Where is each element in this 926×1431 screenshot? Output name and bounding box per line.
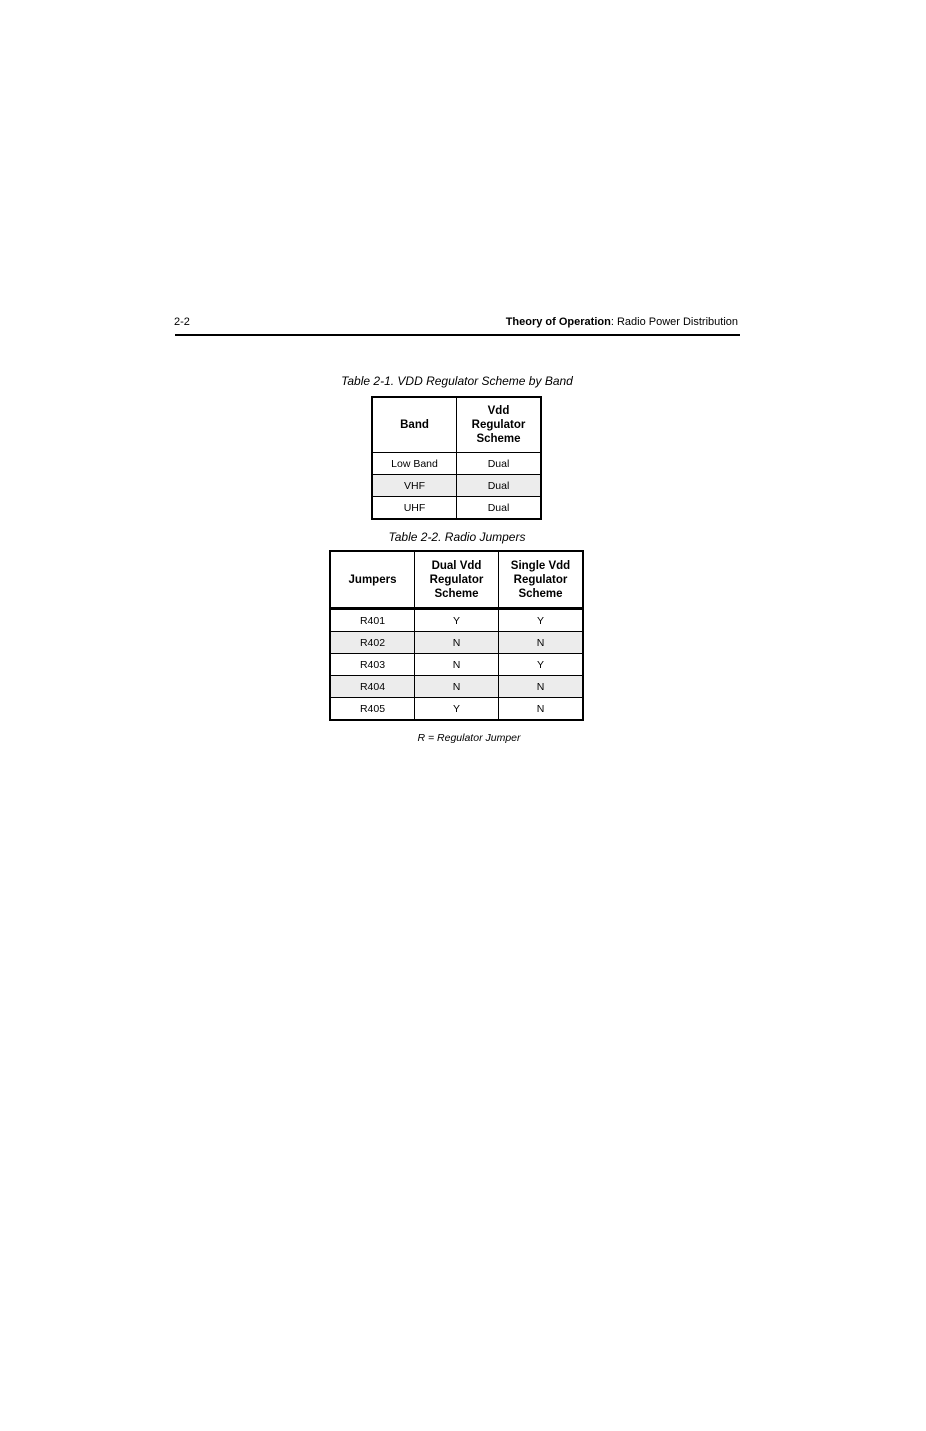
table-cell: Dual xyxy=(457,475,542,497)
table-cell: Dual xyxy=(457,453,542,475)
table-cell: R401 xyxy=(330,609,415,632)
running-header-topic: : Radio Power Distribution xyxy=(610,316,738,328)
table-row xyxy=(330,698,583,721)
table-cell: Y xyxy=(415,698,499,721)
running-header xyxy=(506,316,738,328)
table-cell: R405 xyxy=(330,698,415,721)
table-cell: UHF xyxy=(372,497,457,520)
table-cell: Dual xyxy=(457,497,542,520)
table1-header-scheme: Vdd Regulator Scheme xyxy=(457,397,542,453)
table-row xyxy=(372,475,541,497)
header-rule xyxy=(175,334,740,336)
table-cell: N xyxy=(415,676,499,698)
vdd-regulator-table xyxy=(371,396,542,520)
table2-header-single: Single Vdd Regulator Scheme xyxy=(499,551,584,609)
table-cell: N xyxy=(415,654,499,676)
table-footnote: R = Regulator Jumper xyxy=(417,732,521,744)
table-cell: N xyxy=(415,632,499,654)
table2-caption: Table 2-2. Radio Jumpers xyxy=(388,530,526,544)
table-cell: N xyxy=(499,632,584,654)
table2-header-jumpers: Jumpers xyxy=(330,551,415,609)
table-cell: R402 xyxy=(330,632,415,654)
table-cell: R403 xyxy=(330,654,415,676)
radio-jumpers-table xyxy=(329,550,584,721)
table-cell: VHF xyxy=(372,475,457,497)
table-row xyxy=(372,453,541,475)
table-row xyxy=(330,632,583,654)
table-cell: N xyxy=(499,676,584,698)
running-header-section: Theory of Operation xyxy=(505,316,611,328)
table2-header-dual: Dual Vdd Regulator Scheme xyxy=(415,551,499,609)
table-cell: N xyxy=(499,698,584,721)
table-row xyxy=(330,609,583,632)
page-number: 2-2 xyxy=(174,316,190,328)
table-row xyxy=(330,654,583,676)
table-cell: Y xyxy=(499,654,584,676)
table-cell: R404 xyxy=(330,676,415,698)
table1-caption: Table 2-1. VDD Regulator Scheme by Band xyxy=(341,374,573,388)
table-row xyxy=(372,497,541,520)
table-row xyxy=(330,676,583,698)
table-cell: Low Band xyxy=(372,453,457,475)
table1-header-band: Band xyxy=(372,397,457,453)
table-cell: Y xyxy=(499,609,584,632)
table-cell: Y xyxy=(415,609,499,632)
